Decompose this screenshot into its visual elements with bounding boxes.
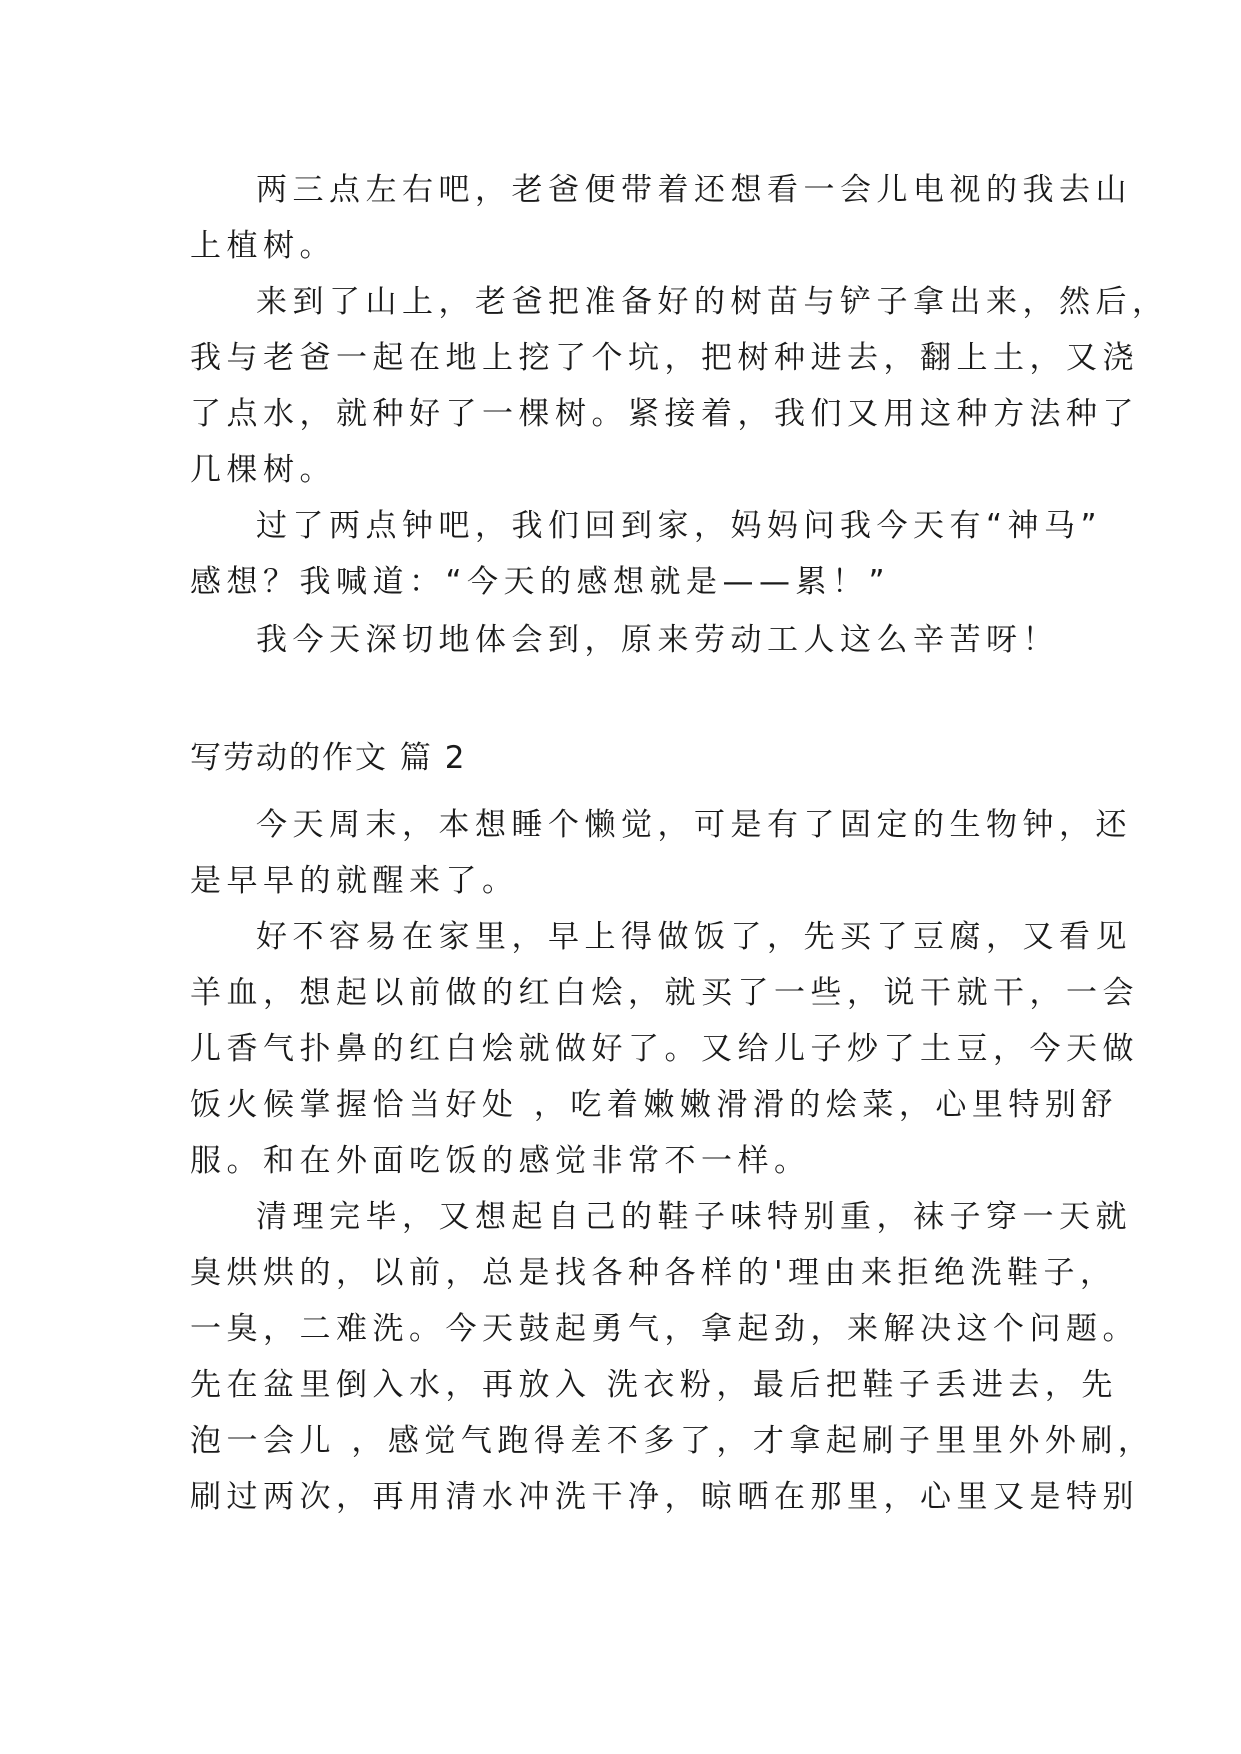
text-line: 是早早的就醒来了。 xyxy=(190,863,519,899)
text-line: 上植树。 xyxy=(190,228,336,264)
text-line: 清理完毕，又想起自己的鞋子味特别重，袜子穿一天就 xyxy=(256,1199,1132,1235)
text-line: 来到了山上，老爸把准备好的树苗与铲子拿出来，然后， xyxy=(256,284,1169,320)
text-line: 感想？我喊道：“今天的感想就是——累！” xyxy=(190,564,891,600)
text-line: 羊血，想起以前做的红白烩，就买了一些，说干就干，一会 xyxy=(190,975,1139,1011)
text-line: 饭火候掌握恰当好处 ，吃着嫩嫩滑滑的烩菜，心里特别舒 xyxy=(190,1087,1118,1123)
text-line: 我今天深切地体会到，原来劳动工人这么辛苦呀！ xyxy=(256,622,1059,658)
text-line: 我与老爸一起在地上挖了个坑，把树种进去，翻上土，又浇 xyxy=(190,340,1139,376)
text-line: 臭烘烘的，以前，总是找各种各样的'理由来拒绝洗鞋子， xyxy=(190,1255,1117,1291)
text-line: 泡一会儿 ，感觉气跑得差不多了，才拿起刷子里里外外刷， xyxy=(190,1423,1155,1459)
text-line: 一臭，二难洗。今天鼓起勇气，拿起劲，来解决这个问题。 xyxy=(190,1311,1139,1347)
text-line: 过了两点钟吧，我们回到家，妈妈问我今天有“神马” xyxy=(256,508,1103,544)
text-line: 服。和在外面吃饭的感觉非常不一样。 xyxy=(190,1143,811,1179)
text-line: 两三点左右吧，老爸便带着还想看一会儿电视的我去山 xyxy=(256,172,1132,208)
text-line: 刷过两次，再用清水冲洗干净，晾晒在那里，心里又是特别 xyxy=(190,1479,1139,1515)
text-line: 先在盆里倒入水，再放入 洗衣粉，最后把鞋子丢进去，先 xyxy=(190,1367,1118,1403)
text-line: 儿香气扑鼻的红白烩就做好了。又给儿子炒了土豆，今天做 xyxy=(190,1031,1139,1067)
text-line: 今天周末，本想睡个懒觉，可是有了固定的生物钟，还 xyxy=(256,807,1132,843)
text-line: 好不容易在家里，早上得做饭了，先买了豆腐，又看见 xyxy=(256,919,1132,955)
text-line: 几棵树。 xyxy=(190,452,336,488)
text-line: 了点水，就种好了一棵树。紧接着，我们又用这种方法种了 xyxy=(190,396,1139,432)
section-heading: 写劳动的作文 篇 2 xyxy=(190,740,467,776)
